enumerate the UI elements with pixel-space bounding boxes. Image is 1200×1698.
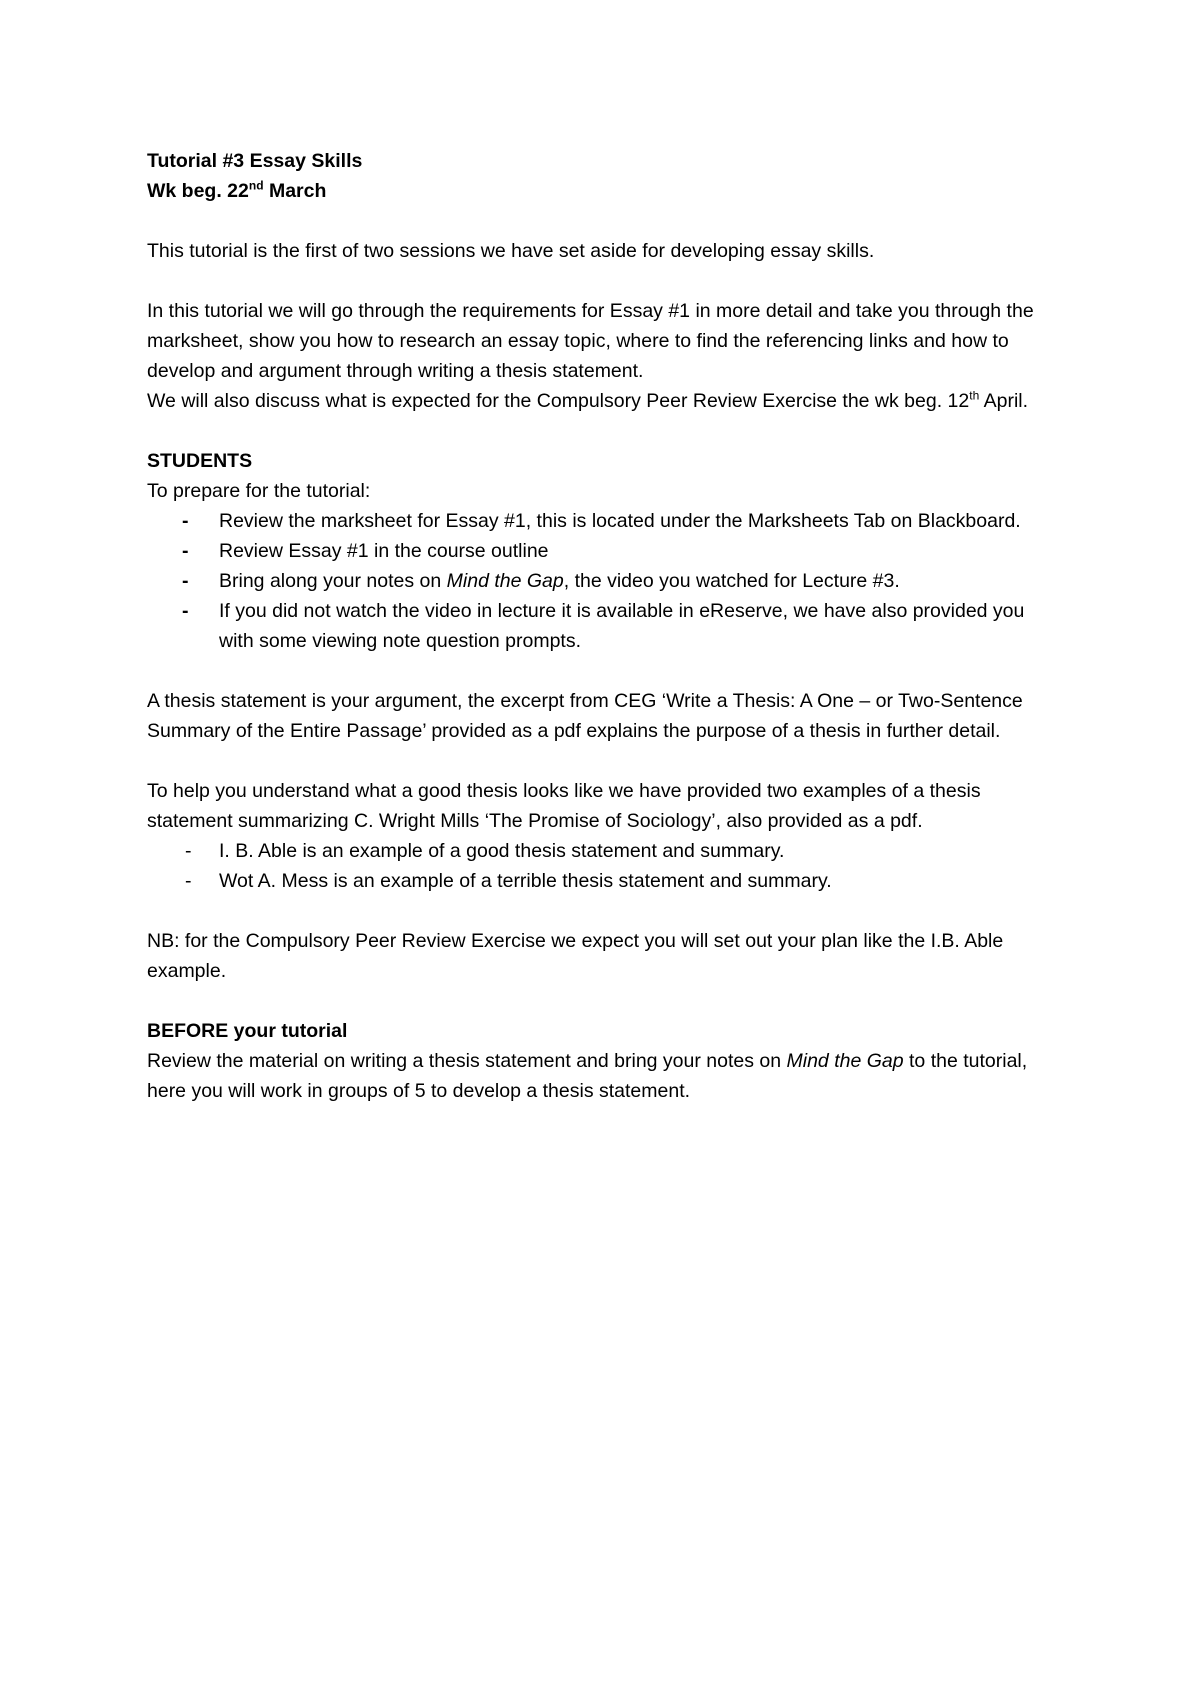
week-prefix: Wk beg. 22 — [147, 180, 249, 202]
examples-paragraph: To help you understand what a good thesis looks like we have provided two examples of a thesis statement summarizing C. Wright Mills ‘The Promise of Sociology’, also provided as a pdf. — [147, 780, 981, 832]
week-sup: nd — [248, 178, 264, 193]
list-item — [147, 566, 1057, 596]
list-item: - Review the marksheet for Essay #1, this is located under the Marksheets Tab on Blackboard. — [147, 506, 1057, 536]
students-heading: STUDENTS — [147, 450, 253, 472]
requirements-paragraph: In this tutorial we will go through the requirements for Essay #1 in more detail and take you through the marksheet, show you how to research an essay topic, where to find the referencing links and how to develop and argument through writing a thesis statement. — [147, 300, 1034, 382]
item-text: Bring along your notes on — [219, 570, 447, 592]
before-italic: Mind the Gap — [786, 1050, 904, 1072]
before-heading: BEFORE your tutorial — [147, 1020, 348, 1042]
intro-paragraph: This tutorial is the first of two sessions we have set aside for developing essay skills. — [147, 240, 875, 262]
examples-list — [147, 836, 1057, 896]
item-italic: Mind the Gap — [446, 570, 564, 592]
peer-review-suffix: April. — [979, 390, 1029, 412]
thesis-paragraph: A thesis statement is your argument, the excerpt from CEG ‘Write a Thesis: A One – or Two-Sentence Summary of the Entire Passage’ provided as a pdf explains the purpose of a thesis in further detail. — [147, 690, 1023, 742]
week-line — [147, 176, 1057, 206]
peer-review-paragraph — [147, 386, 1057, 416]
document-title: Tutorial #3 Essay Skills — [147, 150, 363, 172]
before-text: to the tutorial, here you will work in groups of 5 to develop a thesis statement. — [147, 1050, 1028, 1102]
prepare-line: To prepare for the tutorial: — [147, 480, 371, 502]
before-text: Review the material on writing a thesis statement and bring your notes on — [147, 1050, 787, 1072]
peer-review-sup: th — [969, 388, 980, 403]
list-item: - Review Essay #1 in the course outline — [147, 536, 1057, 566]
list-item: - I. B. Able is an example of a good thesis statement and summary. — [147, 836, 1057, 866]
nb-paragraph: NB: for the Compulsory Peer Review Exercise we expect you will set out your plan like the I.B. Able example. — [147, 930, 1004, 982]
item-text: , the video you watched for Lecture #3. — [563, 570, 900, 592]
prepare-list — [147, 506, 1057, 656]
before-paragraph — [147, 1046, 1057, 1106]
document-body — [147, 146, 1057, 1106]
peer-review-prefix: We will also discuss what is expected for the Compulsory Peer Review Exercise the wk beg. 12 — [147, 390, 970, 412]
list-item: - Wot A. Mess is an example of a terrible thesis statement and summary. — [147, 866, 1057, 896]
week-suffix: March — [263, 180, 327, 202]
list-item: - If you did not watch the video in lecture it is available in eReserve, we have also provided you with some viewing note question prompts. — [147, 596, 1057, 656]
